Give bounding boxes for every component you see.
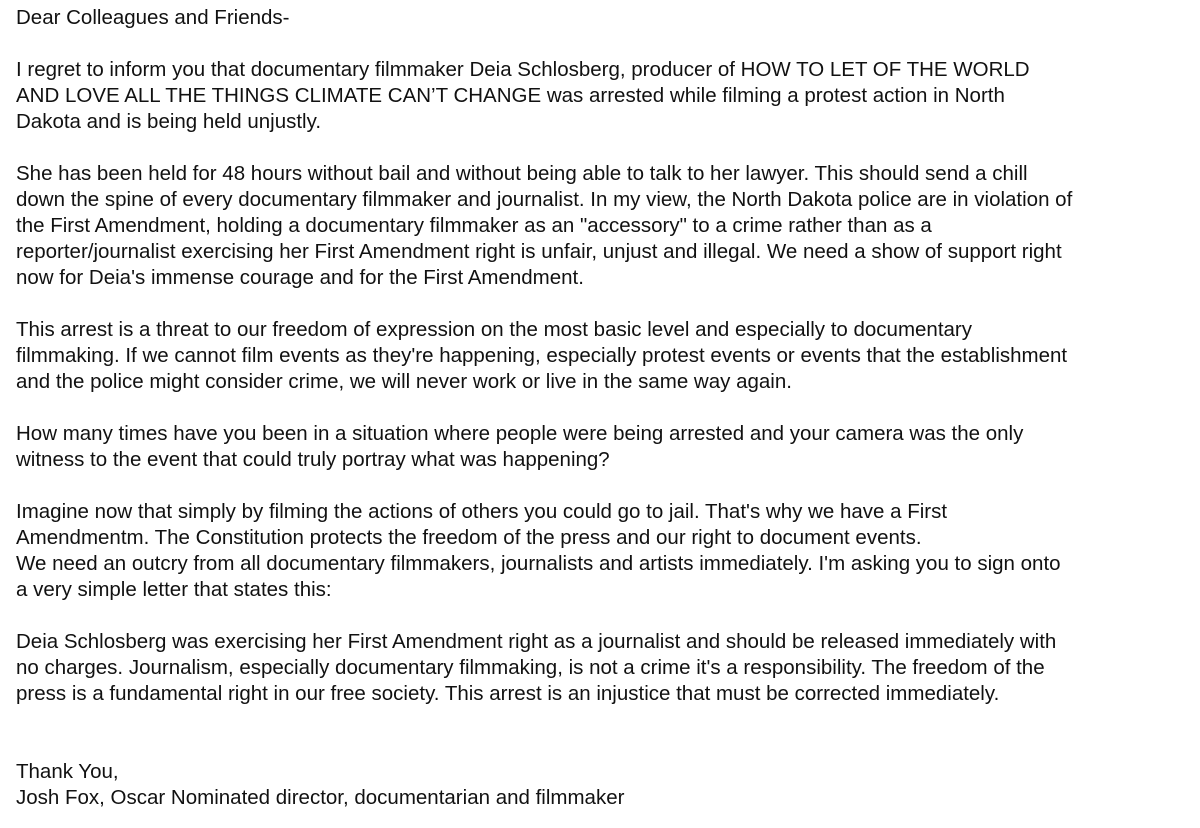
letter-body — [16, 5, 1186, 811]
paragraph-arrest-notice: I regret to inform you that documentary filmmaker Deia Schlosberg, producer of HOW TO LET OF THE WORLD AND LOVE ALL THE THINGS CLIMATE CAN’T CHANGE was arrested while filming a protest action in North Dakota and is being held unjustly. — [16, 58, 1030, 133]
paragraph-freedom-threat: This arrest is a threat to our freedom of expression on the most basic level and especially to documentary filmmaking. If we cannot film events as they're happening, especially protest events or events that the establishment and the police might consider crime, we will never work or live in the same way again. — [16, 318, 1068, 393]
letter-salutation: Dear Colleagues and Friends- — [16, 6, 290, 29]
letter-signature: Thank You, Josh Fox, Oscar Nominated director, documentarian and filmmaker — [16, 760, 625, 809]
paragraph-detention-details: She has been held for 48 hours without bail and without being able to talk to her lawyer. This should send a chill down the spine of every documentary filmmaker and journalist. In my view, the North Dakota police are in violation of the First Amendment, holding a documentary filmmaker as an "accessory" to a crime rather than as a reporter/journalist exercising her First Amendment right is unfair, unjust and illegal. We need a show of support right now for Deia's immense courage and for the First Amendment. — [16, 162, 1073, 289]
paragraph-call-to-action: Imagine now that simply by filming the actions of others you could go to jail. That's why we have a First Amendmentm. The Constitution protects the freedom of the press and our right to document events. We need an outcry from all documentary filmmakers, journalists and artists immediately. I'm asking you to sign onto a very simple letter that states this: — [16, 500, 1061, 601]
paragraph-camera-witness: How many times have you been in a situation where people were being arrested and your camera was the only witness to the event that could truly portray what was happening? — [16, 422, 1024, 471]
paragraph-statement: Deia Schlosberg was exercising her First Amendment right as a journalist and should be released immediately with no charges. Journalism, especially documentary filmmaking, is not a crime it's a responsibility. The freedom of the press is a fundamental right in our free society. This arrest is an injustice that must be corrected immediately. — [16, 630, 1057, 705]
